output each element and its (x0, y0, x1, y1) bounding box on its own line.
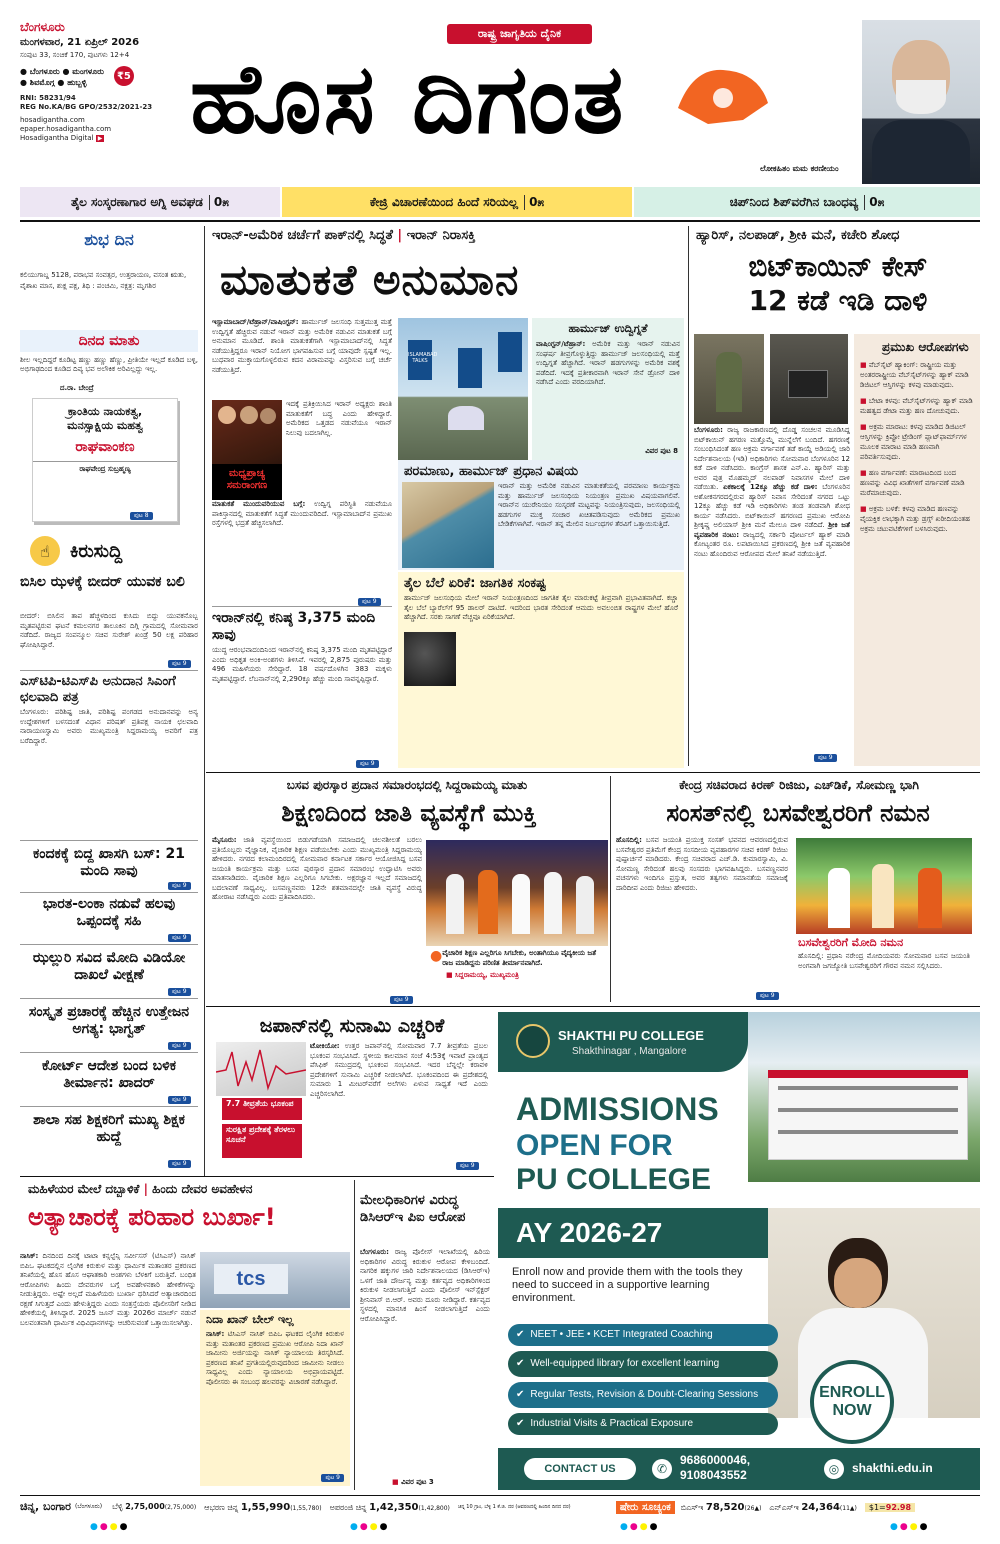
flame-icon: ● (430, 948, 443, 964)
atrocity-kicker: ಮಹಿಳೆಯರ ಮೇಲೆ ದಬ್ಬಾಳಿಕೆ | ಹಿಂದು ದೇವರ ಅವಹೇಳನ (28, 1182, 253, 1196)
check-icon: ✔ (516, 1358, 525, 1369)
bitcoin-kicker: ಹ್ಯಾರಿಸ್, ನಲಪಾಡ್, ಶ್ರೀಕಿ ಮನೆ, ಕಚೇರಿ ಶೋಧ (696, 228, 900, 243)
parliament-headline: ಸಂಸತ್‌ನಲ್ಲಿ ಬಸವೇಶ್ವರರಿಗೆ ನಮನ (666, 799, 930, 827)
brief-text: ಬೀದರ್: ಬಿಸಿಲಿನ ತಾಪ ಹೆಚ್ಚಳದಿಂದ ಕುಸಿದು ಬಿದ್ದು ಯುವಕನೊಬ್ಬ ಮೃತಪಟ್ಟಿರುವ ಘಟನೆ ಕಮಲನಗರ ತಾಲೂಕಿನ ದಿಗ್ಗಿ ಗ್ರಾಮದಲ್ಲಿ ಸೋಮವಾರ ನಡೆದಿದೆ. ರಾಜ್ಯದ ಸಂಪನ್ಮೂಲ ಸಚಿವ ಸುರೇಶ್ ಖಂಡ್ರೆ 50 ಲಕ್ಷ ಪರಿಹಾರ ಘೋಷಿಸಿದ್ದಾರೆ. (20, 612, 198, 649)
basava-headline: ಶಿಕ್ಷಣದಿಂದ ಜಾತಿ ವ್ಯವಸ್ಥೆಗೆ ಮುಕ್ತಿ (281, 799, 537, 827)
dcre-body: ಬೆಂಗಳೂರು: ರಾಜ್ಯ ಪೊಲೀಸ್ ಇಲಾಖೆಯಲ್ಲಿ ಹಿರಿಯ ಅಧಿಕಾರಿಗಳ ವಿರುದ್ಧ ಕಿರುಕುಳ ಆರೋಪ ಕೇಳಿಬಂದಿದೆ. ನಾಗರಿಕ ಹಕ್ಕುಗಳ ಜಾರಿ ನಿರ್ದೇಶನಾಲಯದ (ಡಿಸಿಆರ್‌ಇ) ಒಳಗೆ ಜಾತಿ ದೌರ್ಜನ್ಯ ಮತ್ತು ಕರ್ತವ್ಯದ ಅಧಿಕಾರಿಗಳಿಂದ ಕಿರುಕುಳ ನೀಡಲಾಗುತ್ತಿದೆ ಎಂದು ಪೊಲೀಸ್ ಇನ್‌ಸ್ಪೆಕ್ಟರ್ ಶ್ರೀನಿವಾಸ್ ಬಿ.ಆರ್. ಅವರು ದೂರು ನೀಡಿದ್ದಾರೆ. ಕರ್ತವ್ಯದ ಸ್ಥಳದಲ್ಲಿ ಮಾನಸಿಕ ಹಿಂಸೆ ನೀಡಲಾಗುತ್ತಿದೆ ಎಂದು ಆರೋಪಿಸಿದ್ದಾರೆ. (360, 1248, 490, 1323)
ad-phones[interactable]: 9686000046, 9108043552 (680, 1453, 751, 1482)
kirusuddi-header: ☝ ಕಿರುಸುದ್ದಿ (30, 534, 190, 568)
oil-text: ಹಾರ್ಮುಜ್ ಜಲಸಂಧಿಯ ಮೇಲೆ ಇರಾನ್ ನಿಯಂತ್ರಣದಿಂದ ಜಾಗತಿಕ ತೈಲ ಮಾರುಕಟ್ಟೆ ತೀವ್ರವಾಗಿ ಪ್ರಭಾವಿತವಾಗಿದೆ. ಕಚ್ಚಾ ತೈಲ ಬೆಲೆ ಬ್ಯಾರೆಲ್‌ಗೆ 95 ಡಾಲರ್ ದಾಟಿದೆ. ಇದರಿಂದ ಭಾರತ ಸೇರಿದಂತೆ ಆಮದು ಅವಲಂಬಿತ ರಾಷ್ಟ್ರಗಳ ಮೇಲೆ ಹೊರೆ ಹೆಚ್ಚಾಗಿದೆ. ಸರಕು ಸಾಗಣೆ ವೆಚ್ಚವೂ ಏರಿಕೆಯಾಗಿದೆ. (404, 594, 678, 621)
modi-caption: ಹೊಸದಿಲ್ಲಿ: ಪ್ರಧಾನಿ ನರೇಂದ್ರ ಮೋದಿಯವರು ಸೋಮವಾರ ಬಸವ ಜಯಂತಿ ಅಂಗವಾಗಿ ಜಗಜ್ಯೋತಿ ಬಸವೇಶ್ವರರಿಗೆ ಗೌರವ ನಮನ ಸಲ್ಲಿಸಿದರು. (798, 952, 970, 970)
bitcoin-headline: ಬಿಟ್‌ಕಾಯಿನ್ ಕೇಸ್ 12 ಕಡೆ ಇಡಿ ದಾಳಿ (748, 250, 928, 317)
masthead-title: ಹೊಸ ದಿಗಂತ (190, 43, 626, 155)
usd-rate: $1=92.98 (865, 1503, 915, 1512)
basava-body: ಮೈಸೂರು: ಜಾತಿ ವ್ಯವಸ್ಥೆಯಿಂದ ಬಿಡುಗಡೆಯಾಗಿ ಸಮಾಜದಲ್ಲಿ ಚಲನಶೀಲತೆ ಬರಲು ಪ್ರತಿಯೊಬ್ಬರು ವೈಜ್ಞಾನಿಕ, ವೈಚಾರಿಕ ಶಿಕ್ಷಣ ಪಡೆಯಬೇಕು ಎಂದು ಮುಖ್ಯಮಂತ್ರಿ ಸಿದ್ದರಾಮಯ್ಯ ಹೇಳಿದರು. ನಗರದ ಕಲಾಮಂದಿರದಲ್ಲಿ ಸೋಮವಾರ ಕರ್ನಾಟಕ ಸರ್ಕಾರ ಆಯೋಜಿಸಿದ್ದ ಬಸವ ಜಯಂತಿ ಕಾರ್ಯಕ್ರಮ ಮತ್ತು ಬಸವ ಪುರಸ್ಕಾರ ಪ್ರದಾನ ಸಮಾರಂಭ ಉದ್ಘಾಟಿಸಿ ಅವರು ಮಾತನಾಡಿದರು. ವೈಚಾರಿಕ ಶಿಕ್ಷಣ ಎಲ್ಲರಿಗೂ ಸಿಗಬೇಕು. ಅಕ್ಷರಜ್ಞಾನ ಇಲ್ಲದೆ ಸಮಾಜದಲ್ಲಿ ಬದಲಾವಣೆ ಸಾಧ್ಯವಿಲ್ಲ. ಬಸವಣ್ಣನವರು 12ನೇ ಶತಮಾನದಲ್ಲೇ ಜಾತಿ ವ್ಯವಸ್ಥೆ ವಿರುದ್ಧ ಹೋರಾಟ ನಡೆಸಿದ್ದರು ಎಂದು ಪ್ರತಿಪಾದಿಸಿದರು. (212, 836, 422, 901)
website-link[interactable]: hosadigantha.com (20, 116, 85, 124)
islamabad-photo: ISLAMABAD TALKS (398, 318, 528, 460)
volume: ಸಂಪುಟ 33, ಸಂಚಿಕೆ 170, ಪುಟಗಳು 12+4 (20, 51, 130, 59)
rni: RNI: 58231/94 (20, 94, 76, 102)
shubha-title: ಶುಭ ದಿನ (84, 230, 134, 249)
brief-text: ಬೆಂಗಳೂರು: ಪರಿಶಿಷ್ಟ ಜಾತಿ, ಪರಿಶಿಷ್ಟ ಪಂಗಡದ ಅನುದಾನವನ್ನು ಅನ್ಯ ಉದ್ದೇಶಗಳಿಗೆ ಬಳಸದಂತೆ ವಿಧಾನ ಪರಿಷತ್ ಪ್ರತಿಪಕ್ಷ ನಾಯಕ ಛಲವಾದಿ ನಾರಾಯಣಸ್ವಾಮಿ ಅವರು ಮುಖ್ಯಮಂತ್ರಿ ಸಿದ್ದರಾಮಯ್ಯ ಅವರಿಗೆ ಪತ್ರ ಬರೆದಿದ್ದಾರೆ. (20, 708, 198, 745)
ticker-item: ಆಭರಣ ಚಿನ್ನ 1,55,990(1,55,780) (204, 1501, 322, 1513)
brief-item[interactable]: ಕೋರ್ಟ್ ಆದೇಶ ಬಂದ ಬಳಿಕ ತೀರ್ಮಾನ: ಖಾದರ್ (41, 1058, 177, 1091)
brief-more[interactable]: ಪುಟ 9 (168, 932, 191, 942)
sensex: ಬಿಎಸ್‌ಇ 78,520(26▲) (680, 1501, 762, 1513)
tsunami-body: ಟೋಕಿಯೋ: ಉತ್ತರ ಜಪಾನ್‌ನಲ್ಲಿ ಸೋಮವಾರ 7.7 ತೀವ್ರತೆಯ ಪ್ರಬಲ ಭೂಕಂಪ ಸಂಭವಿಸಿದೆ. ಸ್ಥಳೀಯ ಕಾಲಮಾನ ಸಂಜೆ 4:53ಕ್ಕೆ ಇವಾಟೆ ಪ್ರಾಂತ್ಯದ ಪೆಸಿಫಿಕ್ ಸಮುದ್ರದಲ್ಲಿ ಭೂಕಂಪ ಸಂಭವಿಸಿದೆ. ಇದರ ಬೆನ್ನಲ್ಲೇ ಕರಾವಳಿ ಪ್ರದೇಶಗಳಿಗೆ ಸುನಾಮಿ ಎಚ್ಚರಿಕೆ ನೀಡಲಾಗಿದೆ. ಭೂಕಂಪದಿಂದ ಈ ಪ್ರದೇಶದಲ್ಲಿ ಸುಮಾರು 1 ಮೀಟರ್‌ವರೆಗೆ ಅಲೆಗಳು ಏಳುವ ಸಾಧ್ಯತೆ ಇದೆ ಎಂದು ಎಚ್ಚರಿಸಲಾಗಿದೆ. (310, 1042, 488, 1098)
city: ಬೆಂಗಳೂರು (20, 20, 65, 34)
brief-more[interactable]: ಪುಟ 9 (168, 1094, 191, 1104)
divider (20, 220, 980, 222)
parliament-body: ಹೊಸದಿಲ್ಲಿ: ಬಸವ ಜಯಂತಿ ಪ್ರಯುಕ್ತ ಸಂಸತ್ ಭವನದ ಆವರಣದಲ್ಲಿರುವ ಬಸವೇಶ್ವರರ ಪ್ರತಿಮೆಗೆ ಕೇಂದ್ರ ಸಂಸದೀಯ ವ್ಯವಹಾರಗಳ ಸಚಿವ ಕಿರಣ್ ರಿಜಿಜು ಪುಷ್ಪಾರ್ಚನೆ ಮಾಡಿದರು. ಕೇಂದ್ರ ಸಚಿವರಾದ ಎಚ್.ಡಿ. ಕುಮಾರಸ್ವಾಮಿ, ವಿ. ಸೋಮಣ್ಣ ಸೇರಿದಂತೆ ಹಲವು ಸಂಸದರು ಭಾಗವಹಿಸಿದ್ದರು. ಬಸವಣ್ಣನವರ ವಚನಗಳು ಇಂದಿಗೂ ಪ್ರಸ್ತುತ, ಅವರ ತತ್ವಗಳು ಸಮಾನತೆಯ ಸಮಾಜಕ್ಕೆ ದಾರಿದೀಪ ಎಂದು ರಿಜಿಜು ಹೇಳಿದರು. (616, 836, 788, 892)
youtube-icon: ▶ (97, 135, 103, 142)
tsunami-box-2: ಸುರಕ್ಷಿತ ಪ್ರದೇಶಕ್ಕೆ ತೆರಳಲು ಸೂಚನೆ (222, 1124, 302, 1158)
ad-feature: ✔ NEET • JEE • KCET Integrated Coaching (508, 1324, 778, 1346)
basava-kicker: ಬಸವ ಪುರಸ್ಕಾರ ಪ್ರದಾನ ಸಮಾರಂಭದಲ್ಲಿ ಸಿದ್ದರಾಮಯ್ಯ ಮಾತು (286, 778, 528, 792)
ad-feature: ✔ Well-equipped library for excellent learning (508, 1351, 778, 1377)
brief-item[interactable]: ಭಾರತ-ಲಂಕಾ ನಡುವೆ ಹಲವು ಒಪ್ಪಂದಕ್ಕೆ ಸಹಿ (42, 896, 176, 929)
print-marks: ●●●● (350, 1522, 390, 1532)
print-marks: ●●●● (890, 1522, 930, 1532)
ticker-item: ಅಪರಂಜಿ ಚಿನ್ನ 1,42,350(1,42,800) (329, 1501, 450, 1513)
tsunami-headline: ಜಪಾನ್‌ನಲ್ಲಿ ಸುನಾಮಿ ಎಚ್ಚರಿಕೆ (259, 1015, 445, 1037)
brief-item[interactable]: ಝಲ್ಲುರಿ ಸವಿದ ಮೋದಿ ವಿಡಿಯೋ ದಾಖಲೆ ವೀಕ್ಷಣೆ (32, 950, 186, 983)
masthead-info (20, 20, 200, 180)
check-icon: ✔ (516, 1329, 525, 1340)
dinada-author: ದ.ರಾ. ಬೇಂದ್ರೆ (60, 384, 94, 392)
lead-kicker: ಇರಾನ್-ಅಮೆರಿಕ ಚರ್ಚೆಗೆ ಪಾಕ್‌ನಲ್ಲಿ ಸಿದ್ಧತೆ | ಇರಾನ್ ನಿರಾಸಕ್ತಿ (212, 228, 476, 243)
nifty: ಎನ್‌ಎಸ್‌ಇ 24,364(11▲) (769, 1501, 857, 1513)
column-section: ರಾಘವಾಂಕಣ (75, 439, 135, 455)
basava-more[interactable]: ಪುಟ 9 (390, 994, 413, 1004)
cm-quote: ● ವೈಚಾರಿಕ ಶಿಕ್ಷಣ ಎಲ್ಲರಿಗೂ ಸಿಗಬೇಕು, ಅಂತಾಗಿಯೂ ವೈದ್ಯಕೀಯ ಜತೆ ರಾಜ ಮಾಡಿದ್ದನು ಪರಿಣಿತ ತೀರ್ಮಾನವಾಗಿದೆ. ■ ಸಿದ್ದರಾಮಯ್ಯ, ಮುಖ್ಯಮಂತ್ರಿ (430, 948, 606, 1002)
ad-year: AY 2026-27 (498, 1208, 768, 1258)
modi-tribute-photo (796, 838, 972, 934)
allegations-box: ಪ್ರಮುಖ ಆರೋಪಗಳು ■ ವೆಬ್‌ಸೈಟ್ ಹ್ಯಾಕಿಂಗ್: ರಾಷ್ಟ್ರೀಯ ಮತ್ತು ಅಂತರರಾಷ್ಟ್ರೀಯ ವೆಬ್‌ಸೈಟ್‌ಗಳನ್ನು ಹ್ಯಾಕ್ ಮಾಡಿ ಡಿಜಿಟಲ್ ಆಸ್ತಿಗಳನ್ನು ಕಳವು ಮಾಡುವುದು. ■ ಬೇಟಾ ಕಳವು: ವೆಬ್‌ಸೈಟ್‌ಗಳನ್ನು ಹ್ಯಾಕ್ ಮಾಡಿ ಮಹತ್ವದ ಡೇಟಾ ಮತ್ತು ಹಣ ದೋಚುವುದು. ■ ಅಕ್ರಮ ಮಾರಾಟ: ಕಳವು ಮಾಡಿದ ಡಿಜಿಟಲ್ ಆಸ್ತಿಗಳನ್ನು ಕ್ರಿಪ್ಟೋ ಟ್ರೇಡಿಂಗ್ ಪ್ಲಾಟ್‌ಫಾರ್ಮ್‌ಗಳ ಮೂಲಕ ಮಾರಾಟ ಮಾಡಿ ಹಣವಾಗಿ ಪರಿವರ್ತಿಸುವುದು. ■ ಹಣ ವರ್ಗಾವಣೆ: ಮಾರಾಟದಿಂದ ಬಂದ ಹಣವನ್ನು ವಿವಿಧ ಖಾತೆಗಳಿಗೆ ವರ್ಗಾವಣೆ ಮಾಡಿ ಮರೆಮಾಚುವುದು. ■ ಅಕ್ರಮ ಬಳಕೆ: ಕಳವು ಮಾಡಿದ ಹಣವನ್ನು ವೈಯಕ್ತಿಕ ಲಾಭಕ್ಕಾಗಿ ಮತ್ತು ಡ್ರಗ್ಸ್ ಖರೀದಿಯಂತಹ ಅಕ್ರಮ ಚಟುವಟಿಕೆಗಳಿಗೆ ಬಳಸಿರುವುದು. (854, 334, 980, 766)
modi-caption-title: ಬಸವೇಶ್ವರರಿಗೆ ಮೋದಿ ನಮನ (798, 936, 904, 949)
dollar-icon: $ (868, 1502, 874, 1512)
brief-item[interactable]: ಎಸ್‌ಟಿಪಿ-ಟಿಎಸ್‌ಪಿ ಅನುದಾನ ಸಿಎಂಗೆ ಛಲವಾದಿ ಪತ್ರ (20, 674, 176, 705)
price-badge: ₹5 (114, 66, 134, 86)
allegation-item: ■ ಹಣ ವರ್ಗಾವಣೆ: ಮಾರಾಟದಿಂದ ಬಂದ ಹಣವನ್ನು ವಿವಿಧ ಖಾತೆಗಳಿಗೆ ವರ್ಗಾವಣೆ ಮಾಡಿ ಮರೆಮಾಚುವುದು. (860, 469, 965, 497)
tsunami-more[interactable]: ಪುಟ 9 (456, 1160, 479, 1170)
ad-blurb: Enroll now and provide them with the tools they need to succeed in a supportive learning environment. (512, 1266, 743, 1304)
allegation-item: ■ ವೆಬ್‌ಸೈಟ್ ಹ್ಯಾಕಿಂಗ್: ರಾಷ್ಟ್ರೀಯ ಮತ್ತು ಅಂತರರಾಷ್ಟ್ರೀಯ ವೆಬ್‌ಸೈಟ್‌ಗಳನ್ನು ಹ್ಯಾಕ್ ಮಾಡಿ ಡಿಜಿಟಲ್ ಆಸ್ತಿಗಳನ್ನು ಕಳವು ಮಾಡುವುದು. (860, 361, 969, 389)
allegation-item: ■ ಅಕ್ರಮ ಬಳಕೆ: ಕಳವು ಮಾಡಿದ ಹಣವನ್ನು ವೈಯಕ್ತಿಕ ಲಾಭಕ್ಕಾಗಿ ಮತ್ತು ಡ್ರಗ್ಸ್ ಖರೀದಿಯಂತಹ ಅಕ್ರಮ ಚಟುವಟಿಕೆಗಳಿಗೆ ಬಳಸಿರುವುದು. (860, 505, 970, 533)
brief-item[interactable]: ಬಿಸಿಲ ಝಳಕ್ಕೆ ಬೀದರ್ ಯುವಕ ಬಲಿ (20, 574, 185, 590)
brief-more[interactable]: ಪುಟ 9 (168, 658, 191, 668)
teaser-item[interactable]: ಕೇಜ್ರಿ ವಿಚಾರಣೆಯಿಂದ ಹಿಂದೆ ಸರಿಯಲ್ಲ 0೫ (282, 187, 634, 217)
iran-deaths-text: ಯುದ್ಧ ಆರಂಭವಾದಂದಿನಿಂದ ಇರಾನ್‌ನಲ್ಲಿ ಕನಿಷ್ಠ 3,375 ಮಂದಿ ಮೃತಪಟ್ಟಿದ್ದಾರೆ ಎಂದು ಅಧಿಕೃತ ಅಂಕಿ-ಅಂಶಗಳು ತಿಳಿಸಿವೆ. ಇವರಲ್ಲಿ 2,875 ಪುರುಷರು ಮತ್ತು 496 ಮಹಿಳೆಯರು ಸೇರಿದ್ದಾರೆ. 18 ವರ್ಷದೊಳಗಿನ 383 ಮಕ್ಕಳು ಮೃತಪಟ್ಟಿದ್ದಾರೆ. ಲೆಬನಾನ್‌ನಲ್ಲಿ 2,290ಕ್ಕೂ ಹೆಚ್ಚು ಮಂದಿ ಸಾವನ್ನಪ್ಪಿದ್ದಾರೆ. (212, 646, 392, 683)
teaser-item[interactable]: ತೈಲ ಸಂಸ್ಕರಣಾಗಾರ ಅಗ್ನಿ ಅವಘಡ 0೫ (20, 187, 282, 217)
brief-more[interactable]: ಪುಟ 9 (168, 1040, 191, 1050)
tagline: ರಾಷ್ಟ್ರ ಜಾಗೃತಿಯ ದೈನಿಕ (447, 24, 592, 44)
check-icon: ✔ (516, 1389, 525, 1400)
brief-more[interactable]: ಪುಟ 9 (168, 1158, 191, 1168)
nida-more[interactable]: ಪುಟ 9 (321, 1472, 344, 1482)
brief-item[interactable]: ಶಾಲಾ ಸಹ ಶಿಕ್ಷಕರಿಗೆ ಮುಖ್ಯ ಶಿಕ್ಷಕ ಹುದ್ದೆ (33, 1112, 185, 1145)
ad-feature: ✔ Regular Tests, Revision & Doubt-Clearing Sessions (508, 1382, 778, 1408)
digital-link[interactable]: Hosadigantha Digital ▶ (20, 134, 103, 142)
seismograph-photo (216, 1042, 306, 1096)
reg: REG No.KA/BG GPO/2532/2021-23 (20, 103, 153, 111)
ad-line2: OPEN FOR (516, 1129, 673, 1162)
column-more[interactable]: ಪುಟ 8 (130, 510, 153, 520)
dinada-header: ದಿನದ ಮಾತು (20, 330, 198, 352)
editions: ● ಬೆಂಗಳೂರು ● ಮಂಗಳೂರು ● ಶಿವಮೊಗ್ಗ ● ಹುಬ್ಬಳ್ಳಿ ₹5 (20, 66, 200, 88)
map-logo-icon (668, 58, 778, 130)
brief-item[interactable]: ಸಂಸ್ಕೃತ ಪ್ರಚಾರಕ್ಕೆ ಹೆಚ್ಚಿನ ಉತ್ತೇಜನ ಅಗತ್ಯ: ಭಾಗ್ವತ್ (28, 1004, 190, 1037)
parliament-more[interactable]: ಪುಟ 9 (756, 990, 779, 1000)
tsunami-box-1: 7.7 ತೀವ್ರತೆಯ ಭೂಕಂಪ (222, 1098, 302, 1120)
brief-item[interactable]: ಕಂದಕಕ್ಕೆ ಬಿದ್ದ ಖಾಸಗಿ ಬಸ್: 21 ಮಂದಿ ಸಾವು (32, 846, 185, 879)
bitcoin-more[interactable]: ಪುಟ 9 (814, 752, 837, 762)
phone-icon: ✆ (652, 1459, 672, 1479)
ad-features (508, 1324, 778, 1435)
shubha-text: ಕಲಿಯುಗಾಬ್ದ 5128, ಪರಾಭವ ಸಂವತ್ಸರ, ಉತ್ತರಾಯಣ, ವಸಂತ ಋತು, ವೈಶಾಖ ಮಾಸ, ಶುಕ್ಲ ಪಕ್ಷ, ತಿಥಿ : ಪಂಚಮಿ, ನಕ್ಷತ್ರ: ಮೃಗಶಿರ (20, 271, 187, 290)
hand-icon: ☝ (30, 536, 60, 566)
dcre-more[interactable]: ■ ವಿವರ ಪುಟ 3 (392, 1478, 434, 1486)
brief-more[interactable]: ಪುಟ 9 (168, 986, 191, 996)
iran-deaths-more[interactable]: ಪುಟ 9 (356, 758, 379, 768)
ed-raid-photo-1 (694, 334, 764, 424)
lead-body-2: ಇದಕ್ಕೆ ಪ್ರತಿಕ್ರಿಯಿಸಿದ ಇರಾನ್ ಅಧ್ಯಕ್ಷರು ಶಾಂತಿ ಮಾತುಕತೆಗೆ ಬದ್ಧ ಎಂದು ಹೇಳಿದ್ದಾರೆ. ಅಮೆರಿಕದ ಒತ್ತಡದ ನಡುವೆಯೂ ಇರಾನ್ ನಿಲುವು ಬದಲಾಗಿಲ್ಲ. (286, 400, 392, 437)
lead-more[interactable]: ಪುಟ 9 (358, 596, 381, 606)
ad-site[interactable]: shakthi.edu.in (852, 1461, 933, 1475)
column-title: ಕ್ರಾಂತಿಯ ನಾಯಕತ್ವ, ಮನಸ್ಸಾಕ್ಷಿಯ ಮಹತ್ವ (67, 405, 143, 432)
ad-footer (498, 1448, 980, 1490)
gold-label: ಚಿನ್ನ, ಬಂಗಾರ (20, 1500, 71, 1513)
dcre-headline: ಮೇಲಧಿಕಾರಿಗಳ ವಿರುದ್ಧ ಡಿಸಿಆರ್‌ಇ ಪಿಐ ಆರೋಪ (360, 1193, 466, 1225)
globe-icon: ◎ (824, 1459, 844, 1479)
share-label: ಷೇರು ಸೂಚ್ಯಂಕ (616, 1501, 675, 1514)
lead-headline: ಮಾತುಕತೆ ಅನುಮಾನ (220, 255, 520, 304)
column-author: ರಾಘವೇಂದ್ರ ಸುಬ್ರಹ್ಮಣ್ಯ (33, 461, 177, 474)
ad-line1: ADMISSIONS (516, 1091, 719, 1127)
dinada-text: ಶೀಲ ಇಲ್ಲದಿದ್ದರೆ ಕೂಡಿಟ್ಟ ಹಣ್ಣು ಹಣ್ಣು ಹೆಣ್ಣು, ಪ್ರೀತಿಯೇ ಇಲ್ಲದೆ ಕೂಡಿದ ಬಳ್ಳಿ, ಅಭಿಗಾಢದಿಂದ ಕೂಡಿದ ದಿವ್ಯ ಭವ ಅಲೌಕಿಕ ಅರಿವಿಲ್ಲದ್ದು ಇಲ್ಲ. (20, 356, 198, 373)
basava-event-photo (426, 840, 608, 946)
paramanu-text: ಇರಾನ್ ಮತ್ತು ಅಮೆರಿಕ ನಡುವಿನ ಮಾತುಕತೆಯಲ್ಲಿ ಪರಮಾಣು ಕಾರ್ಯಕ್ರಮ ಮತ್ತು ಹಾರ್ಮುಜ್ ಜಲಸಂಧಿಯ ನಿಯಂತ್ರಣ ಪ್ರಮುಖ ವಿಷಯವಾಗಲಿವೆ. ಇರಾನ್‌ನ ಯುರೇನಿಯಂ ಸಂಸ್ಕರಣೆ ಮಟ್ಟವನ್ನು ನಿಯಂತ್ರಿಸುವುದು, ಜಲಸಂಧಿಯಲ್ಲಿ ಹಡಗುಗಳ ಮುಕ್ತ ಸಂಚಾರ ಖಚಿತಪಡಿಸುವುದು ಅಮೆರಿಕದ ಪ್ರಮುಖ ಬೇಡಿಕೆಗಳಾಗಿವೆ. ಇರಾನ್ ತನ್ನ ಮೇಲಿನ ನಿರ್ಬಂಧಗಳ ತೆರವಿಗೆ ಒತ್ತಾಯಿಸುತ್ತಿದೆ. (498, 482, 680, 528)
bitcoin-body: ಬೆಂಗಳೂರು: ರಾಜ್ಯ ರಾಜಕಾರಣದಲ್ಲಿ ದೊಡ್ಡ ಸಂಚಲನ ಮೂಡಿಸಿದ್ದ ಬಿಟ್‌ಕಾಯಿನ್ ಹಗರಣ ಮತ್ತೊಮ್ಮೆ ಮುನ್ನೆಲೆಗೆ ಬಂದಿದೆ. ಹಗರಣಕ್ಕೆ ಸಂಬಂಧಿಸಿದಂತೆ ಹಣ ಅಕ್ರಮ ವರ್ಗಾವಣೆ ತಡೆ ಕಾಯ್ದೆ ಅಡಿಯಲ್ಲಿ ಜಾರಿ ನಿರ್ದೇಶನಾಲಯ (ಇಡಿ) ಅಧಿಕಾರಿಗಳು ಸೋಮವಾರ ಬೆಂಗಳೂರಿನ 12 ಕಡೆ ದಾಳಿ ನಡೆಸಿದರು. ಕಾಂಗ್ರೆಸ್ ಶಾಸಕ ಎನ್.ಎ. ಹ್ಯಾರಿಸ್ ಮತ್ತು ಅವರ ಪುತ್ರ ಮೊಹಮ್ಮದ್ ನಲಪಾಡ್ ನಿವಾಸಗಳ ಮೇಲೆ ದಾಳಿ ನಡೆಯಿತು. ಏಕಕಾಲಕ್ಕೆ 12ಕ್ಕೂ ಹೆಚ್ಚು ಕಡೆ ದಾಳಿ: ಬೆಂಗಳೂರಿನ ಅಶೋಕನಗರದಲ್ಲಿರುವ ಹ್ಯಾರಿಸ್ ನಿವಾಸ ಸೇರಿದಂತೆ ನಗರದ ಒಟ್ಟು 12ಕ್ಕೂ ಹೆಚ್ಚು ಕಡೆ ಇಡಿ ಅಧಿಕಾರಿಗಳು ತಂಡ ತಂಡವಾಗಿ ಶೋಧ ಕಾರ್ಯ ನಡೆಸಿದರು. ಬಿಟ್‌ಕಾಯಿನ್ ಹಗರಣದ ಪ್ರಮುಖ ಆರೋಪಿ ಶ್ರೀಕೃಷ್ಣ ಅಲಿಯಾಸ್ ಶ್ರೀಕಿ ಮನೆ ಮೇಲೂ ದಾಳಿ ನಡೆದಿದೆ. ಶ್ರೀಕಿ ಜತೆ ವ್ಯವಹಾರಿಕ ನಂಟು: ರಾಜ್ಯದಲ್ಲಿ ಸರ್ಕಾರಿ ಪೋರ್ಟಲ್ ಹ್ಯಾಕ್ ಮಾಡಿ ಕೋಟ್ಯಂತರ ರೂ. ಲಪಟಾಯಿಸಿದ ಪ್ರಕರಣದಲ್ಲಿ ಶ್ರೀಕಿ ಜತೆ ವ್ಯವಹಾರಿಕ ನಂಟು ಹೊಂದಿರುವ ಆರೋಪದ ಮೇಲೆ ತನಿಖೆ ನಡೆಯುತ್ತಿದೆ. (694, 426, 850, 558)
allegation-item: ■ ಅಕ್ರಮ ಮಾರಾಟ: ಕಳವು ಮಾಡಿದ ಡಿಜಿಟಲ್ ಆಸ್ತಿಗಳನ್ನು ಕ್ರಿಪ್ಟೋ ಟ್ರೇಡಿಂಗ್ ಪ್ಲಾಟ್‌ಫಾರ್ಮ್‌ಗಳ ಮೂಲಕ ಮಾರಾಟ ಮಾಡಿ ಹಣವಾಗಿ ಪರಿವರ್ತಿಸುವುದು. (860, 423, 967, 461)
check-icon: ✔ (516, 1418, 525, 1429)
lead-body: ಇಸ್ಲಾಮಾಬಾದ್/ಟೆಹ್ರಾನ್/ವಾಷಿಂಗ್ಟನ್: ಹಾರ್ಮುಜ್ ಜಲಸಂಧಿ ಸುತ್ತಮುತ್ತ ಮತ್ತೆ ಉದ್ವಿಗ್ನತೆ ಹೆಚ್ಚಿರುವ ನಡುವೆ ಇರಾನ್ ಮತ್ತು ಅಮೆರಿಕ ನಡುವಿನ ಮಾತುಕತೆ ಬಗ್ಗೆ ಅನುಮಾನ ಮೂಡಿದೆ. ಶಾಂತಿ ಮಾತುಕತೆಗಾಗಿ ಇಸ್ಲಾಮಾಬಾದ್‌ನಲ್ಲಿ ಸಿದ್ಧತೆ ನಡೆಯುತ್ತಿದ್ದರೂ ಇರಾನ್ ನಿಯೋಗ ಭಾಗವಹಿಸುವ ಬಗ್ಗೆ ಯಾವುದೇ ಸ್ಪಷ್ಟತೆ ಇಲ್ಲ. ಬುಧವಾರ ಮುಕ್ತಾಯಗೊಳ್ಳಲಿರುವ ಕದನ ವಿರಾಮವನ್ನು ವಿಸ್ತರಿಸುವ ಬಗ್ಗೆ ಚರ್ಚೆ ನಡೆಯುತ್ತಿದೆ. (212, 318, 392, 374)
oil-box: ತೈಲ ಬೆಲೆ ಏರಿಕೆ: ಜಾಗತಿಕ ಸಂಕಷ್ಟ (398, 572, 684, 768)
contact-button[interactable]: CONTACT US (524, 1458, 636, 1480)
tcs-logo: tcs (214, 1264, 288, 1294)
print-marks: ●●●● (90, 1522, 130, 1532)
market-ticker: ಚಿನ್ನ, ಬಂಗಾರ (ಬೆಂಗಳೂರು) ಬೆಳ್ಳಿ 2,75,000(2,75,000) ಆಭರಣ ಚಿನ್ನ 1,55,990(1,55,780) ಅಪರಂಜಿ ಚಿನ್ನ 1,42,350(1,42,800) ಚಿನ್ನ 10 ಗ್ರಾಂ, ಬೆಳ್ಳಿ 1 ಕೆ.ಜಿ. ದರ (ಆವರಣದಲ್ಲಿ ಹಿಂದಿನ ದಿನದ ದರ) ಷೇರು ಸೂಚ್ಯಂಕ ಬಿಎಸ್‌ಇ 78,520(26▲) ಎನ್‌ಎಸ್‌ಇ 24,364(11▲) $1=92.98 (20, 1498, 980, 1516)
hormuz-more[interactable]: ವಿವರ ಪುಟ 8 (645, 447, 678, 455)
iran-deaths-title: ಇರಾನ್‌ನಲ್ಲಿ ಕನಿಷ್ಠ 3,375 ಮಂದಿ ಸಾವು (212, 610, 376, 643)
hormuz-map (402, 482, 494, 568)
ed-raid-photo-2 (770, 334, 848, 424)
ad-shakthi[interactable] (498, 1012, 980, 1490)
atrocity-body: ನಾಸಿಕ್: ದಿನದಿಂದ ದಿನಕ್ಕೆ ಟಾಟಾ ಕನ್ಸಲ್ಟೆನ್ಸಿ ಸರ್ವೀಸಸ್ (ಟಿಸಿಎಸ್) ನಾಸಿಕ್ ಬಿಪಿಒ ಘಟಕದಲ್ಲಿನ ಲೈಂಗಿಕ ಕಿರುಕುಳ ಮತ್ತು ಧಾರ್ಮಿಕ ಮತಾಂತರ ಪ್ರಕರಣದ ತನಿಖೆಯಲ್ಲಿ ಹೊಸ ಹೊಸ ಆಘಾತಕಾರಿ ಅಂಶಗಳು ಬೆಳಕಿಗೆ ಬರುತ್ತಿವೆ. ಬಂಧಿತ ಆರೋಪಿಗಳು ಹಿಂದು ದೇವರುಗಳ ಬಗ್ಗೆ ಅವಹೇಳನಕಾರಿ ಹೇಳಿಕೆಗಳನ್ನು ನೀಡುತ್ತಿದ್ದರು. ಅಷ್ಟೇ ಅಲ್ಲದೆ ಮಹಿಳೆಯರು ಬುರ್ಖಾ ಧರಿಸಿದರೆ ಅತ್ಯಾಚಾರದಿಂದ ರಕ್ಷಣೆ ಸಿಗುತ್ತದೆ ಎಂದು ಹೇಳುತ್ತಿದ್ದರು ಎಂದು ಸಂತ್ರಸ್ತೆಯರು ಪೊಲೀಸರಿಗೆ ನೀಡಿದ ಹೇಳಿಕೆಯಲ್ಲಿ ತಿಳಿಸಿದ್ದಾರೆ. 2025 ಜೂನ್ ಮತ್ತು 2026ರ ಮಾರ್ಚ್ ನಡುವೆ ಬಲವಂತವಾಗಿ ಧಾರ್ಮಿಕ ವಿಧಿವಿಧಾನಗಳನ್ನು ಆಚರಿಸುವಂತೆ ಒತ್ತಾಯಿಸಲಾಗಿತ್ತು. (20, 1252, 196, 1327)
paramanu-box: ಪರಮಾಣು, ಹಾರ್ಮುಜ್ ಪ್ರಧಾನ ವಿಷಯ (398, 460, 684, 570)
nida-box: ನಿದಾ ಖಾನ್ ಬೇಲ್ ಇಲ್ಲ ನಾಸಿಕ್: ಟಿಸಿಎಸ್ ನಾಸಿಕ್ ಬಿಪಿಒ ಘಟಕದ ಲೈಂಗಿಕ ಕಿರುಕುಳ ಮತ್ತು ಮತಾಂತರ ಪ್ರಕರಣದ ಪ್ರಮುಖ ಆರೋಪಿ ನಿದಾ ಖಾನ್ ಜಾಮೀನು ಅರ್ಜಿಯನ್ನು ನಾಸಿಕ್ ನ್ಯಾಯಾಲಯ ತಿರಸ್ಕರಿಸಿದೆ. ಪ್ರಕರಣದ ತನಿಖೆ ಪ್ರಗತಿಯಲ್ಲಿರುವುದರಿಂದ ಜಾಮೀನು ನೀಡಲು ಸಾಧ್ಯವಿಲ್ಲ ಎಂದು ನ್ಯಾಯಾಲಯ ಅಭಿಪ್ರಾಯಪಟ್ಟಿದೆ. ಪೊಲೀಸರು ಈ ಸಂಬಂಧ ಹಲವರನ್ನು ವಿಚಾರಣೆ ನಡೆಸಿದ್ದಾರೆ. ಪುಟ 9 (200, 1310, 350, 1486)
motto: ಲೋಕಹಿತಂ ಮಮ ಕರಣೀಯಂ (760, 164, 839, 173)
college-logo-icon (516, 1024, 550, 1058)
epaper-link[interactable]: epaper.hosadigantha.com (20, 125, 112, 133)
shubha-dina (20, 230, 198, 292)
ad-header: SHAKTHI PU COLLEGE Shakthinagar , Mangalore (498, 1012, 748, 1072)
lead-body-3: ಮಾತುಕತೆ ಮುಂದುವರಿಯುವ ಬಗ್ಗೆ: ಉದ್ವಿಗ್ನ ಪರಿಸ್ಥಿತಿ ನಡುವೆಯೂ ಪಾಕಿಸ್ತಾನದಲ್ಲಿ ಮಾತುಕತೆಗೆ ಸಿದ್ಧತೆ ಮುಂದುವರಿದಿದೆ. ಇಸ್ಲಾಮಾಬಾದ್‌ನ ಪ್ರಮುಖ ರಸ್ತೆಗಳಲ್ಲಿ ಭದ್ರತೆ ಹೆಚ್ಚಿಸಲಾಗಿದೆ. (212, 500, 392, 527)
brief-more[interactable]: ಪುಟ 9 (168, 880, 191, 890)
ticker-item: ಬೆಳ್ಳಿ 2,75,000(2,75,000) (112, 1502, 197, 1511)
hormuz-box: ಹಾರ್ಮುಜ್ ಉದ್ವಿಗ್ನತೆ ವಾಷಿಂಗ್ಟನ್/ಟೆಹ್ರಾನ್: ಅಮೆರಿಕ ಮತ್ತು ಇರಾನ್ ನಡುವಿನ ಸಂಘರ್ಷ ತೀವ್ರಗೊಳ್ಳುತ್ತಿದ್ದು ಹಾರ್ಮುಜ್ ಜಲಸಂಧಿಯಲ್ಲಿ ಮತ್ತೆ ಉದ್ವಿಗ್ನತೆ ಹೆಚ್ಚಾಗಿದೆ. ಇರಾನ್ ಹಡಗುಗಳನ್ನು ಅಮೆರಿಕ ವಶಕ್ಕೆ ಪಡೆದಿದೆ. ಇದಕ್ಕೆ ಪ್ರತೀಕಾರವಾಗಿ ಇರಾನ್ ಸೇನೆ ಡ್ರೋನ್ ದಾಳಿ ನಡೆಸಿದೆ ಎಂದು ವರದಿಯಾಗಿದೆ. ವಿವರ ಪುಟ 8 (532, 318, 684, 460)
teaser-item[interactable]: ಚಿಪ್‌ನಿಂದ ಶಿಪ್‌ವರೆಗಿನ ಬಾಂಧವ್ಯ 0೫ (634, 187, 980, 217)
teaser-strip (20, 187, 980, 217)
lead-inset-photo: ಮಧ್ಯಪ್ರಾಚ್ಯ ಸಮರಾಂಗಣ (212, 400, 282, 500)
column-teaser[interactable] (32, 398, 178, 522)
allegation-item: ■ ಬೇಟಾ ಕಳವು: ವೆಬ್‌ಸೈಟ್‌ಗಳನ್ನು ಹ್ಯಾಕ್ ಮಾಡಿ ಮಹತ್ವದ ಡೇಟಾ ಮತ್ತು ಹಣ ದೋಚುವುದು. (860, 397, 973, 415)
ad-feature: ✔ Industrial Visits & Practical Exposure (508, 1413, 778, 1435)
enroll-button[interactable]: ENROLL NOW (810, 1360, 894, 1444)
campus-photo (748, 1012, 980, 1182)
leader-photo (862, 20, 980, 184)
atrocity-headline: ಅತ್ಯಾಚಾರಕ್ಕೆ ಪರಿಹಾರ ಬುರ್ಖಾ! (28, 1203, 276, 1231)
date: ಮಂಗಳವಾರ, 21 ಏಪ್ರಿಲ್ 2026 (20, 37, 140, 48)
tcs-building-photo (200, 1252, 350, 1308)
parliament-kicker: ಕೇಂದ್ರ ಸಚಿವರಾದ ಕಿರಣ್ ರಿಜಿಜು, ಎಚ್‌ಡಿಕೆ, ಸೋಮಣ್ಣ ಭಾಗಿ (679, 778, 919, 792)
print-marks: ●●●● (620, 1522, 660, 1532)
ad-line3: PU COLLEGE (516, 1163, 712, 1196)
